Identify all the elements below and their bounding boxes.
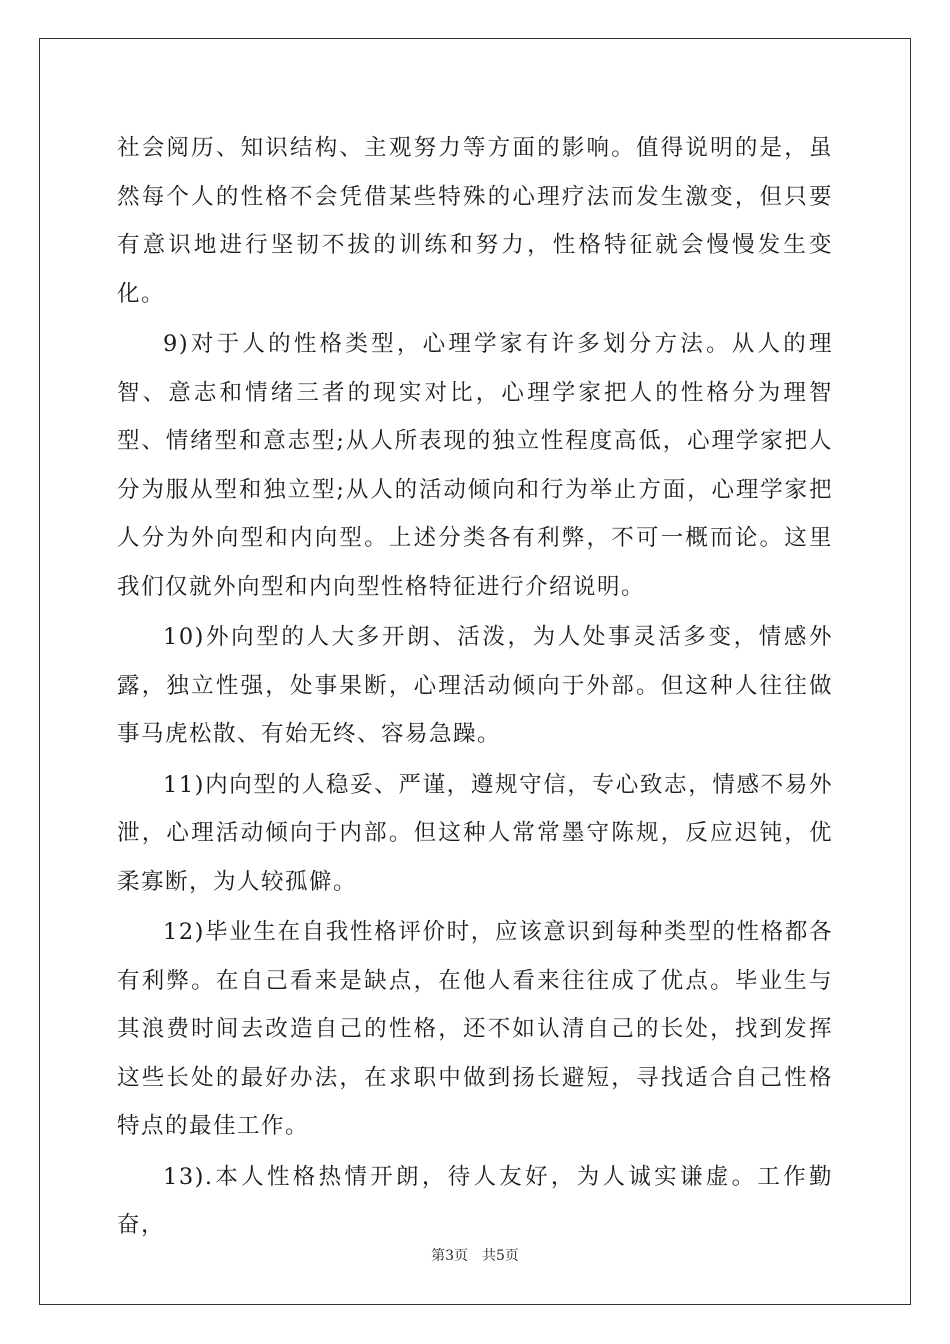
paragraph-2: 9)对于人的性格类型，心理学家有许多划分方法。从人的理智、意志和情绪三者的现实对比，心理学家把人的性格分为理智型、情绪型和意志型;从人所表现的独立性程度高低，心理学家把人分为服从型和独立型;从人的活动倾向和行为举止方面，心理学家把人分为外向型和内向型。上述分类各有利弊，不可一概而论。这里我们仅就外向型和内向型性格特征进行介绍说明。 bbox=[117, 331, 833, 600]
document-body bbox=[117, 124, 833, 1252]
paragraph-4: 11)内向型的人稳妥、严谨，遵规守信，专心致志，情感不易外泄，心理活动倾向于内部。但这种人常常墨守陈规，反应迟钝，优柔寡断，为人较孤僻。 bbox=[117, 771, 833, 895]
page-footer bbox=[0, 1245, 950, 1265]
paragraph-6: 13).本人性格热情开朗，待人友好，为人诚实谦虚。工作勤奋， bbox=[117, 1163, 833, 1238]
paragraph-3: 10)外向型的人大多开朗、活泼，为人处事灵活多变，情感外露，独立性强，处事果断，心理活动倾向于外部。但这种人往往做事马虎松散、有始无终、容易急躁。 bbox=[117, 624, 833, 747]
paragraph-1: 社会阅历、知识结构、主观努力等方面的影响。值得说明的是，虽然每个人的性格不会凭借某些特殊的心理疗法而发生激变，但只要有意识地进行坚韧不拔的训练和努力，性格特征就会慢慢发生变化。 bbox=[117, 135, 833, 307]
total-pages-label: 共5页 bbox=[482, 1248, 519, 1264]
paragraph-5: 12)毕业生在自我性格评价时，应该意识到每种类型的性格都各有利弊。在自己看来是缺点，在他人看来往往成了优点。毕业生与其浪费时间去改造自己的性格，还不如认清自己的长处，找到发挥这些长处的最好办法，在求职中做到扬长避短，寻找适合自己性格特点的最佳工作。 bbox=[117, 919, 833, 1139]
current-page-label: 第3页 bbox=[431, 1248, 468, 1264]
